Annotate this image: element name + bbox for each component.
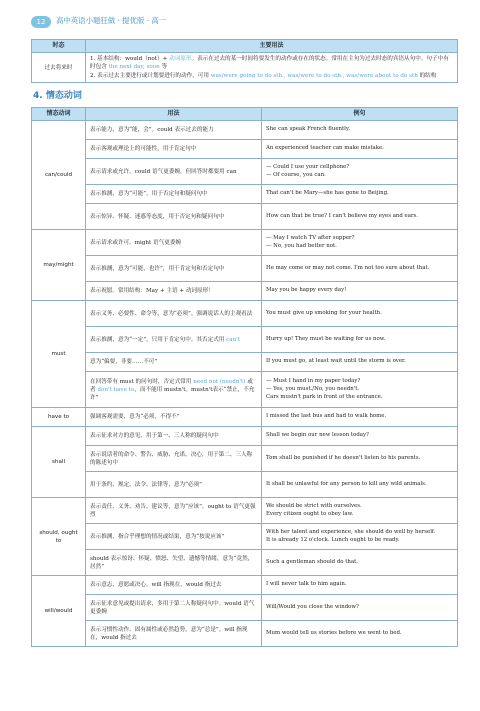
example-cell: Hurry up! They must be waiting for us now. bbox=[262, 327, 458, 353]
page-header bbox=[31, 14, 458, 29]
usage-cell: 表示客观或理论上的可能性，用于肯定句中 bbox=[86, 140, 262, 159]
rule-1-text-3: 等 bbox=[159, 64, 168, 71]
usage-cell: 用于条约、规定、法令、法律等，意为“必须” bbox=[86, 472, 262, 498]
usage-cell: 强调客观需要，意为“必须，不得不” bbox=[86, 408, 262, 427]
example-cell: Mum would tell us stories before we went to bed. bbox=[262, 621, 458, 647]
group-may-might: may/might bbox=[32, 230, 86, 301]
page-number-badge: 12 bbox=[31, 16, 51, 28]
example-cell: Will/Would you close the window? bbox=[262, 595, 458, 621]
example-cell: How can that be true? I can't believe my eyes and ears. bbox=[262, 204, 458, 230]
rule-1-highlight: 动词原形 bbox=[169, 56, 192, 62]
usage-cell: 表示征求对方的意见，用于第一、三人称的疑问句中 bbox=[86, 427, 262, 446]
example-cell: You must give up smoking for your health. bbox=[262, 301, 458, 327]
usage-cell: should 表示惊讶、怀疑、愤怒、失望、遗憾等情绪，意为“竟然，居然” bbox=[86, 550, 262, 576]
usage-cell: 表示请求或许可。might 语气更委婉 bbox=[86, 230, 262, 256]
usage-highlight-2: don't have to bbox=[97, 386, 135, 393]
tense-table bbox=[31, 39, 458, 83]
example-cell: He may come or may not come. I'm not too sure about that. bbox=[262, 256, 458, 282]
usage-text: 表示推测，意为“一定”，只用于肯定句中。其否定式用 bbox=[90, 336, 227, 343]
usage-cell: 表示义务、必要性、命令等，意为“必须”。强调说话人的主观看法 bbox=[86, 301, 262, 327]
modal-verbs-table bbox=[31, 107, 458, 647]
group-can-could: can/could bbox=[32, 121, 86, 230]
example-cell: We should be strict with ourselves. Every citizen ought to obey law. bbox=[262, 498, 458, 524]
usage-highlight: can't bbox=[226, 336, 241, 343]
example-cell: — May I watch TV after supper? — No, you had better not. bbox=[262, 230, 458, 256]
usage-text: 在回答带有 must 的问句时，否定式常用 bbox=[90, 378, 194, 385]
usage-cell: 意为“偏要，非要……不可” bbox=[86, 353, 262, 372]
usage-cell: 表示征求意见或提出请求，多用于第二人称疑问句中。would 语气更委婉 bbox=[86, 595, 262, 621]
example-cell: Tom shall be punished if he doesn't listen to his parents. bbox=[262, 446, 458, 472]
section-title: 4. 情态动词 bbox=[33, 91, 82, 102]
usage-cell: 表示推测，指合乎理想的情况或结果，意为“按说应该” bbox=[86, 524, 262, 550]
rule-1-text-2: 。表示在过去的某一时间将要发生的动作或存在的状态。常用在主句为过去时态的宾语从句中。句子中有时包含 bbox=[90, 56, 449, 71]
usage-cell bbox=[86, 327, 262, 353]
example-cell: With her talent and experience, she should do well by herself. It is already 12 o'clock. Lunch ought to be ready. bbox=[262, 524, 458, 550]
usage-cell: 表示习惯性动作、固有属性或必然趋势，意为“总是”。will 指现在，would 指过去 bbox=[86, 621, 262, 647]
example-cell: That can't be Mary—she has gone to Beijing. bbox=[262, 185, 458, 204]
usage-cell: 表示推测，意为“可能”，用于否定句和疑问句中 bbox=[86, 185, 262, 204]
tense-header: 时态 bbox=[32, 40, 86, 53]
rule-1-text: 1. 基本结构：would（not）+ bbox=[90, 56, 170, 62]
usage-header: 用法 bbox=[86, 108, 262, 121]
tense-rules bbox=[86, 53, 458, 83]
usage-cell: 表示惊异、怀疑、迷惑等态度，用于否定句和疑问句中 bbox=[86, 204, 262, 230]
rule-2-text: 2. 表示过去主要进行或计划要进行的动作，可用 bbox=[90, 72, 211, 79]
example-cell: If you must go, at least wait until the storm is over. bbox=[262, 353, 458, 372]
example-cell: An experienced teacher can make mistake. bbox=[262, 140, 458, 159]
example-cell: I missed the last bus and had to walk home. bbox=[262, 408, 458, 427]
example-cell: — Could I use your cellphone? — Of course, you can. bbox=[262, 159, 458, 185]
usage-highlight: need not (needn't) bbox=[193, 378, 246, 385]
rule-1-highlight-2: the next day, soon bbox=[108, 64, 160, 71]
example-cell: May you be happy every day! bbox=[262, 282, 458, 301]
modal-header: 情态动词 bbox=[32, 108, 86, 121]
group-shall: shall bbox=[32, 427, 86, 498]
usage-cell bbox=[86, 372, 262, 408]
example-cell: Such a gentleman should do that. bbox=[262, 550, 458, 576]
usage-text-3: ，而不能用 mustn't。mustn't表示“禁止，不允许” bbox=[90, 386, 255, 401]
usage-text-2: 或者 bbox=[90, 378, 253, 393]
usage-cell: 表示责任、义务、劝告、建议等，意为“应该”。ought to 语气更强烈 bbox=[86, 498, 262, 524]
group-have-to: have to bbox=[32, 408, 86, 427]
example-cell: She can speak French fluently. bbox=[262, 121, 458, 140]
usage-cell: 表示说话者的命令、警告、威胁、允诺、决心，用于第二、三人称的陈述句中 bbox=[86, 446, 262, 472]
usage-cell: 表示能力，意为“能，会”。could 表示过去的能力 bbox=[86, 121, 262, 140]
rule-2 bbox=[90, 72, 453, 80]
usage-cell: 表示意志、意愿或决心。will 指现在，would 指过去 bbox=[86, 576, 262, 595]
usage-cell: 表示推测，意为“可能，也许”，用于肯定句和否定句中 bbox=[86, 256, 262, 282]
group-must: must bbox=[32, 301, 86, 408]
rule-1 bbox=[90, 55, 453, 72]
usage-cell: 表示祝愿。常用结构：May + 主语 + 动词原形！ bbox=[86, 282, 262, 301]
tense-name: 过去将来时 bbox=[32, 53, 86, 83]
example-cell: Shall we begin our new lesson today? bbox=[262, 427, 458, 446]
group-will-would: will/would bbox=[32, 576, 86, 647]
usage-header: 主要用法 bbox=[86, 40, 458, 53]
rule-2-text-2: 的结构 bbox=[417, 72, 437, 79]
group-should-ought-to: should, ought to bbox=[32, 498, 86, 576]
example-cell: I will never talk to him again. bbox=[262, 576, 458, 595]
example-header: 例句 bbox=[262, 108, 458, 121]
example-cell: It shall be unlawful for any person to kill any wild animals. bbox=[262, 472, 458, 498]
usage-cell: 表示请求或允许。could 语气更委婉，但回答时都要用 can bbox=[86, 159, 262, 185]
rule-2-highlight: was/were going to do sth., was/were to do sth., was/were about to do sth bbox=[210, 72, 418, 79]
series-title: 高中英语小题狂做 · 提优版 · 高一 bbox=[56, 16, 167, 26]
example-cell: — Must I hand in my paper today? — Yes, you must./No, you needn't. Cars mustn't park in front of the entrance. bbox=[262, 372, 458, 408]
